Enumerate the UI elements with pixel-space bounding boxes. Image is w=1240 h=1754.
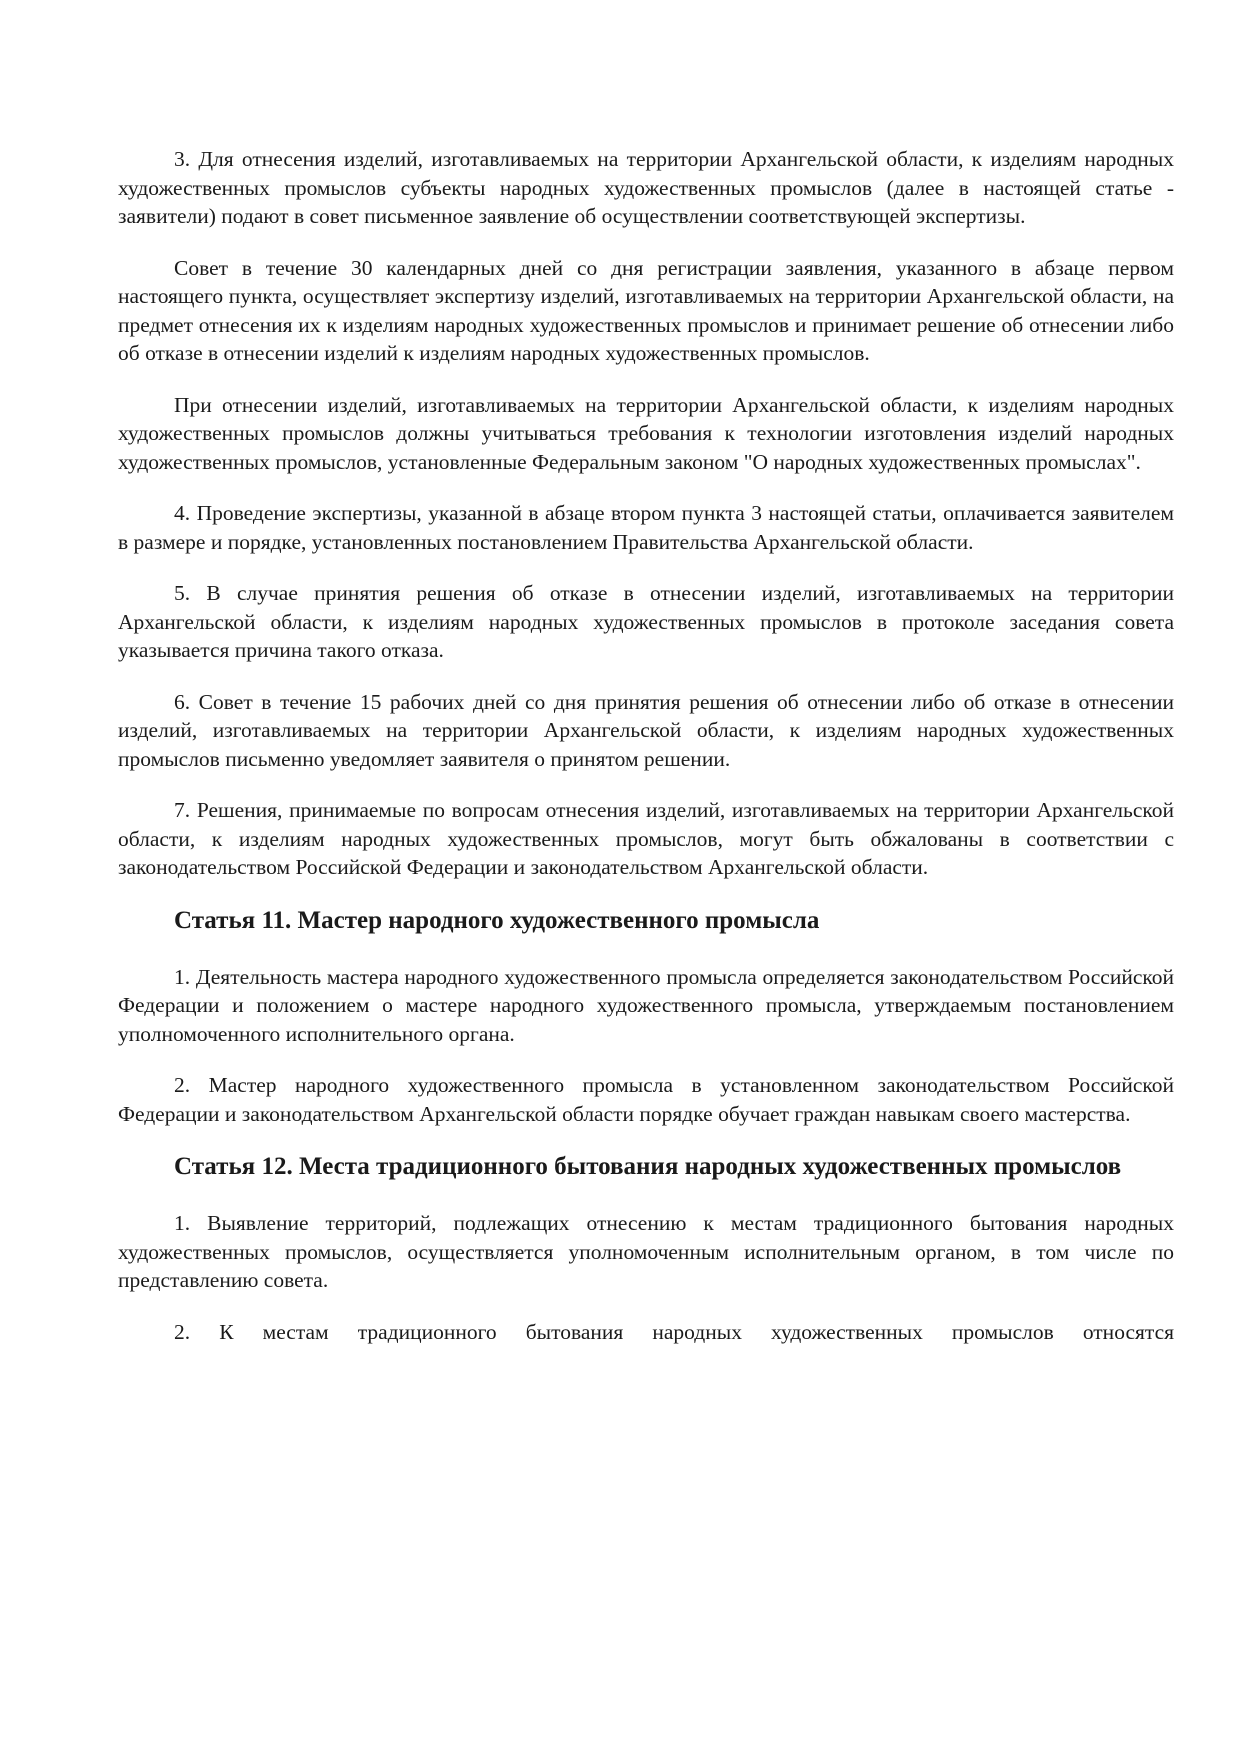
paragraph-7: 7. Решения, принимаемые по вопросам отнесения изделий, изготавливаемых на территории Архангельской области, к изделиям народных художественных промыслов, могут быть обжалованы в соответствии с законодательством Российской Федерации и законодательством Архангельской области. xyxy=(118,798,1174,879)
paragraph-5: 5. В случае принятия решения об отказе в отнесении изделий, изготавливаемых на территории Архангельской области, к изделиям народных художественных промыслов в протоколе заседания совета указывается причина такого отказа. xyxy=(118,581,1174,662)
article-12-paragraph-1: 1. Выявление территорий, подлежащих отнесению к местам традиционного бытования народных художественных промыслов, осуществляется уполномоченным исполнительным органом, в том числе по представлению совета. xyxy=(118,1211,1174,1292)
document-page xyxy=(118,145,1174,1346)
paragraph-3-2: Совет в течение 30 календарных дней со дня регистрации заявления, указанного в абзаце первом настоящего пункта, осуществляет экспертизу изделий, изготавливаемых на территории Архангельской области, на предмет отнесения их к изделиям народных художественных промыслов и принимает решение об отнесении либо об отказе в отнесении изделий к изделиям народных художественных промыслов. xyxy=(118,255,1174,365)
article-11-title: Статья 11. Мастер народного художественного промысла xyxy=(174,906,820,934)
article-11-paragraph-2: 2. Мастер народного художественного промысла в установленном законодательством Российской Федерации и законодательством Архангельской области порядке обучает граждан навыкам своего мастерства. xyxy=(118,1073,1174,1126)
article-12-paragraph-2: 2. К местам традиционного бытования народных художественных промыслов относятся xyxy=(174,1319,1174,1344)
paragraph-6: 6. Совет в течение 15 рабочих дней со дня принятия решения об отнесении либо об отказе в отнесении изделий, изготавливаемых на территории Архангельской области, к изделиям народных художественных промыслов письменно уведомляет заявителя о принятом решении. xyxy=(118,689,1174,771)
paragraph-3-1: 3. Для отнесения изделий, изготавливаемых на территории Архангельской области, к изделиям народных художественных промыслов субъекты народных художественных промыслов (далее в настоящей статье - заявители) подают в совет письменное заявление об осуществлении соответствующей экспертизы. xyxy=(118,147,1174,228)
paragraph-3-3: При отнесении изделий, изготавливаемых на территории Архангельской области, к изделиям народных художественных промыслов должны учитываться требования к технологии изготовления изделий народных художественных промыслов, установленные Федеральным законом "О народных художественных промыслах". xyxy=(118,392,1174,474)
paragraph-4: 4. Проведение экспертизы, указанной в абзаце втором пункта 3 настоящей статьи, оплачивается заявителем в размере и порядке, установленных постановлением Правительства Архангельской области. xyxy=(118,501,1174,554)
article-12-title: Статья 12. Места традиционного бытования народных художественных промыслов xyxy=(174,1153,1122,1180)
article-11-paragraph-1: 1. Деятельность мастера народного художественного промысла определяется законодательством Российской Федерации и положением о мастере народного художественного промысла, утверждаемым постановлением уполномоченного исполнительного органа. xyxy=(118,964,1174,1046)
